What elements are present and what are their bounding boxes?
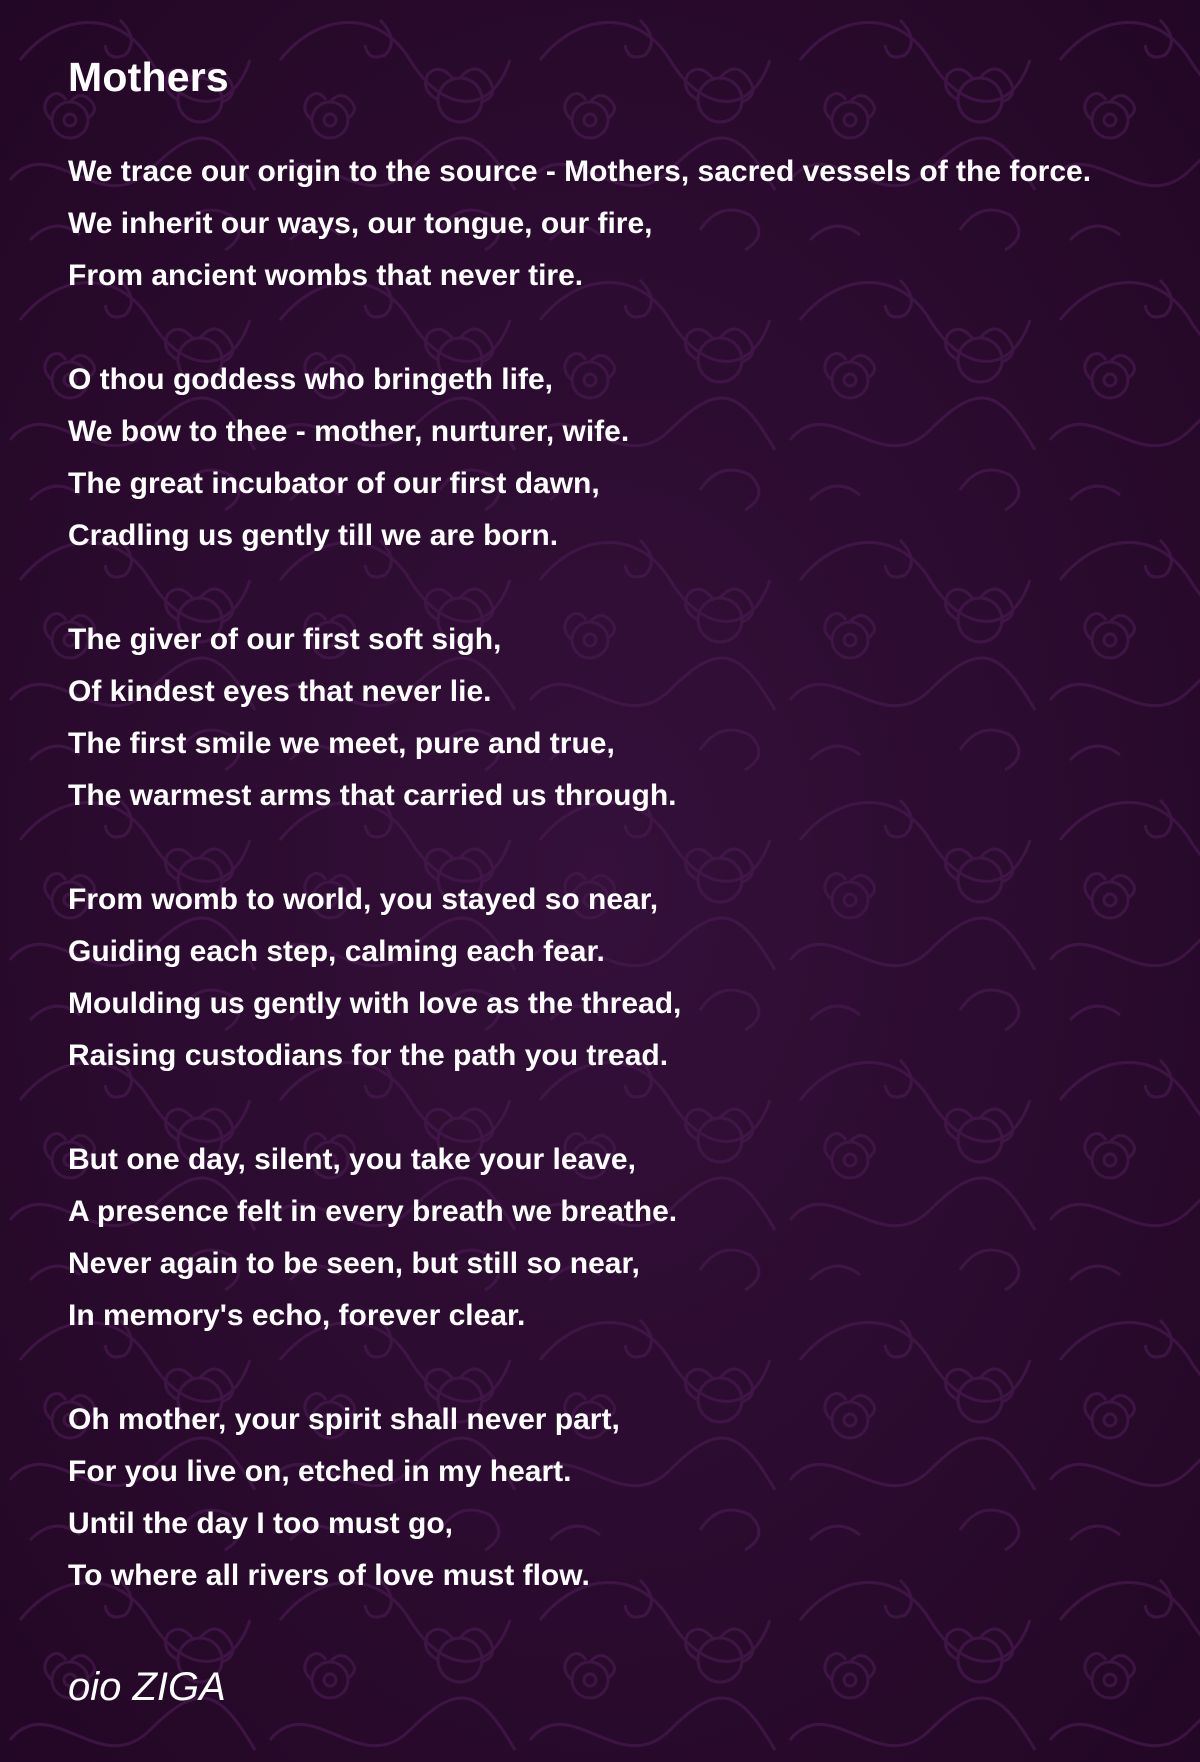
poem-line: From womb to world, you stayed so near, [68, 883, 659, 916]
poem-line: Moulding us gently with love as the thread, [68, 987, 682, 1020]
poem-line: The giver of our first soft sigh, [68, 623, 502, 656]
poem-line: In memory's echo, forever clear. [68, 1299, 526, 1332]
poem-line: Raising custodians for the path you tread. [68, 1039, 669, 1072]
poem-line: But one day, silent, you take your leave, [68, 1143, 636, 1176]
poem-line: We bow to thee - mother, nurturer, wife. [68, 415, 630, 448]
poem-line: The great incubator of our first dawn, [68, 467, 600, 500]
poem-line: Cradling us gently till we are born. [68, 519, 559, 552]
stanza-2 [68, 354, 1188, 562]
poem-line: Until the day I too must go, [68, 1507, 453, 1540]
stanza-1 [68, 146, 1188, 302]
poem-line: For you live on, etched in my heart. [68, 1455, 572, 1488]
poem-line: Of kindest eyes that never lie. [68, 675, 492, 708]
poem-line: A presence felt in every breath we breathe. [68, 1195, 678, 1228]
stanza-5 [68, 1134, 1188, 1342]
poem-line: The warmest arms that carried us through. [68, 779, 677, 812]
poem-line: We trace our origin to the source - Mothers, sacred vessels of the force. [68, 155, 1092, 188]
poem-line: O thou goddess who bringeth life, [68, 363, 553, 396]
poem-line: The first smile we meet, pure and true, [68, 727, 615, 760]
poem-title: Mothers [68, 54, 229, 100]
poem-line: Oh mother, your spirit shall never part, [68, 1403, 620, 1436]
poem-line: From ancient wombs that never tire. [68, 259, 584, 292]
poem-line: To where all rivers of love must flow. [68, 1559, 590, 1592]
poem-line: Guiding each step, calming each fear. [68, 935, 605, 968]
poem-content [68, 52, 1188, 1654]
stanza-6 [68, 1394, 1188, 1602]
stanza-3 [68, 614, 1188, 822]
stanza-4 [68, 874, 1188, 1082]
poem-line: We inherit our ways, our tongue, our fire, [68, 207, 653, 240]
poem-author: oio ZIGA [68, 1665, 226, 1709]
poem-line: Never again to be seen, but still so near, [68, 1247, 640, 1280]
